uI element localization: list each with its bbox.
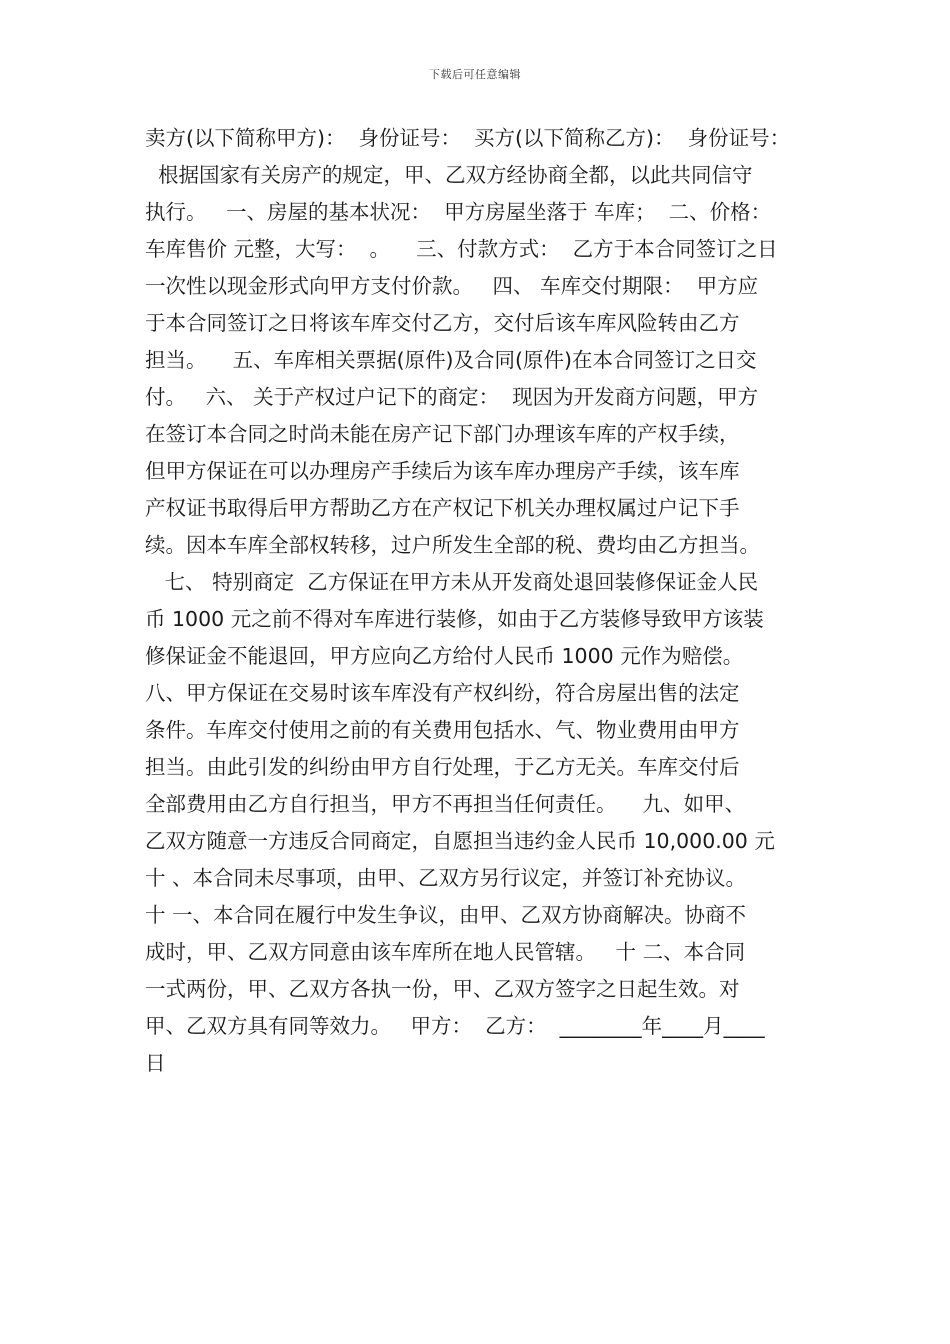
body-line: 乙双方随意一方违反合同商定，自愿担当违约金人民币 10,000.00 元 [145, 829, 775, 853]
body-line: 担当。 五、车库相关票据(原件)及合同(原件)在本合同签订之日交 [145, 348, 757, 372]
body-line: 卖方(以下简称甲方)： 身份证号： 买方(以下简称乙方)： 身份证号： [145, 126, 791, 150]
body-line: 十 、本合同未尽事项，由甲、乙双方另行议定，并签订补充协议。 [145, 866, 747, 890]
body-line: 条件。车库交付使用之前的有关费用包括水、气、物业费用由甲方 [145, 718, 740, 742]
body-line: 一次性以现金形式向甲方支付价款。 四、 车库交付期限： 甲方应 [145, 274, 759, 298]
body-line: 十 一、本合同在履行中发生争议，由甲、乙双方协商解决。协商不 [145, 903, 747, 927]
contract-body [145, 120, 807, 1082]
body-line: 产权证书取得后甲方帮助乙方在产权记下机关办理权属过户记下手 [145, 496, 740, 520]
date-line: 日 [145, 1051, 166, 1075]
body-line: 币 1000 元之前不得对车库进行装修，如由于乙方装修导致甲方该装 [145, 607, 764, 631]
body-line: 续。因本车库全部权转移，过户所发生全部的税、费均由乙方担当。 [145, 533, 760, 557]
body-line: 八、甲方保证在交易时该车库没有产权纠纷，符合房屋出售的法定 [145, 681, 740, 705]
body-line: 在签订本合同之时尚未能在房产记下部门办理该车库的产权手续， [145, 422, 740, 446]
body-line: 但甲方保证在可以办理房产手续后为该车库办理房产手续，该车库 [145, 459, 740, 483]
body-line: 车库售价 元整，大写： 。 三、付款方式： 乙方于本合同签订之日 [145, 237, 778, 261]
body-line: 成时，甲、乙双方同意由该车库所在地人民管辖。 十 二、本合同 [145, 940, 746, 964]
body-line: 一式两份，甲、乙双方各执一份，甲、乙双方签字之日起生效。对 [145, 977, 740, 1001]
page-header: 下载后可任意编辑 [429, 68, 521, 81]
signature-line: 甲、乙双方具有同等效力。 甲方： 乙方： ________年____月____ [145, 1014, 765, 1038]
body-line: 担当。由此引发的纠纷由甲方自行处理，于乙方无关。车库交付后 [145, 755, 740, 779]
body-line: 执行。 一、房屋的基本状况： 甲方房屋坐落于 车库； 二、价格： [145, 200, 772, 224]
body-line: 修保证金不能退回，甲方应向乙方给付人民币 1000 元作为赔偿。 [145, 644, 744, 668]
body-line: 于本合同签订之日将该车库交付乙方，交付后该车库风险转由乙方 [145, 311, 740, 335]
body-line: 全部费用由乙方自行担当，甲方不再担当任何责任。 九、如甲、 [145, 792, 746, 816]
body-line: 七、 特别商定 乙方保证在甲方未从开发商处退回装修保证金人民 [145, 570, 759, 594]
body-line: 根据国家有关房产的规定，甲、乙双方经协商全都，以此共同信守 [145, 163, 753, 187]
body-line: 付。 六、 关于产权过户记下的商定： 现因为开发商方问题，甲方 [145, 385, 759, 409]
